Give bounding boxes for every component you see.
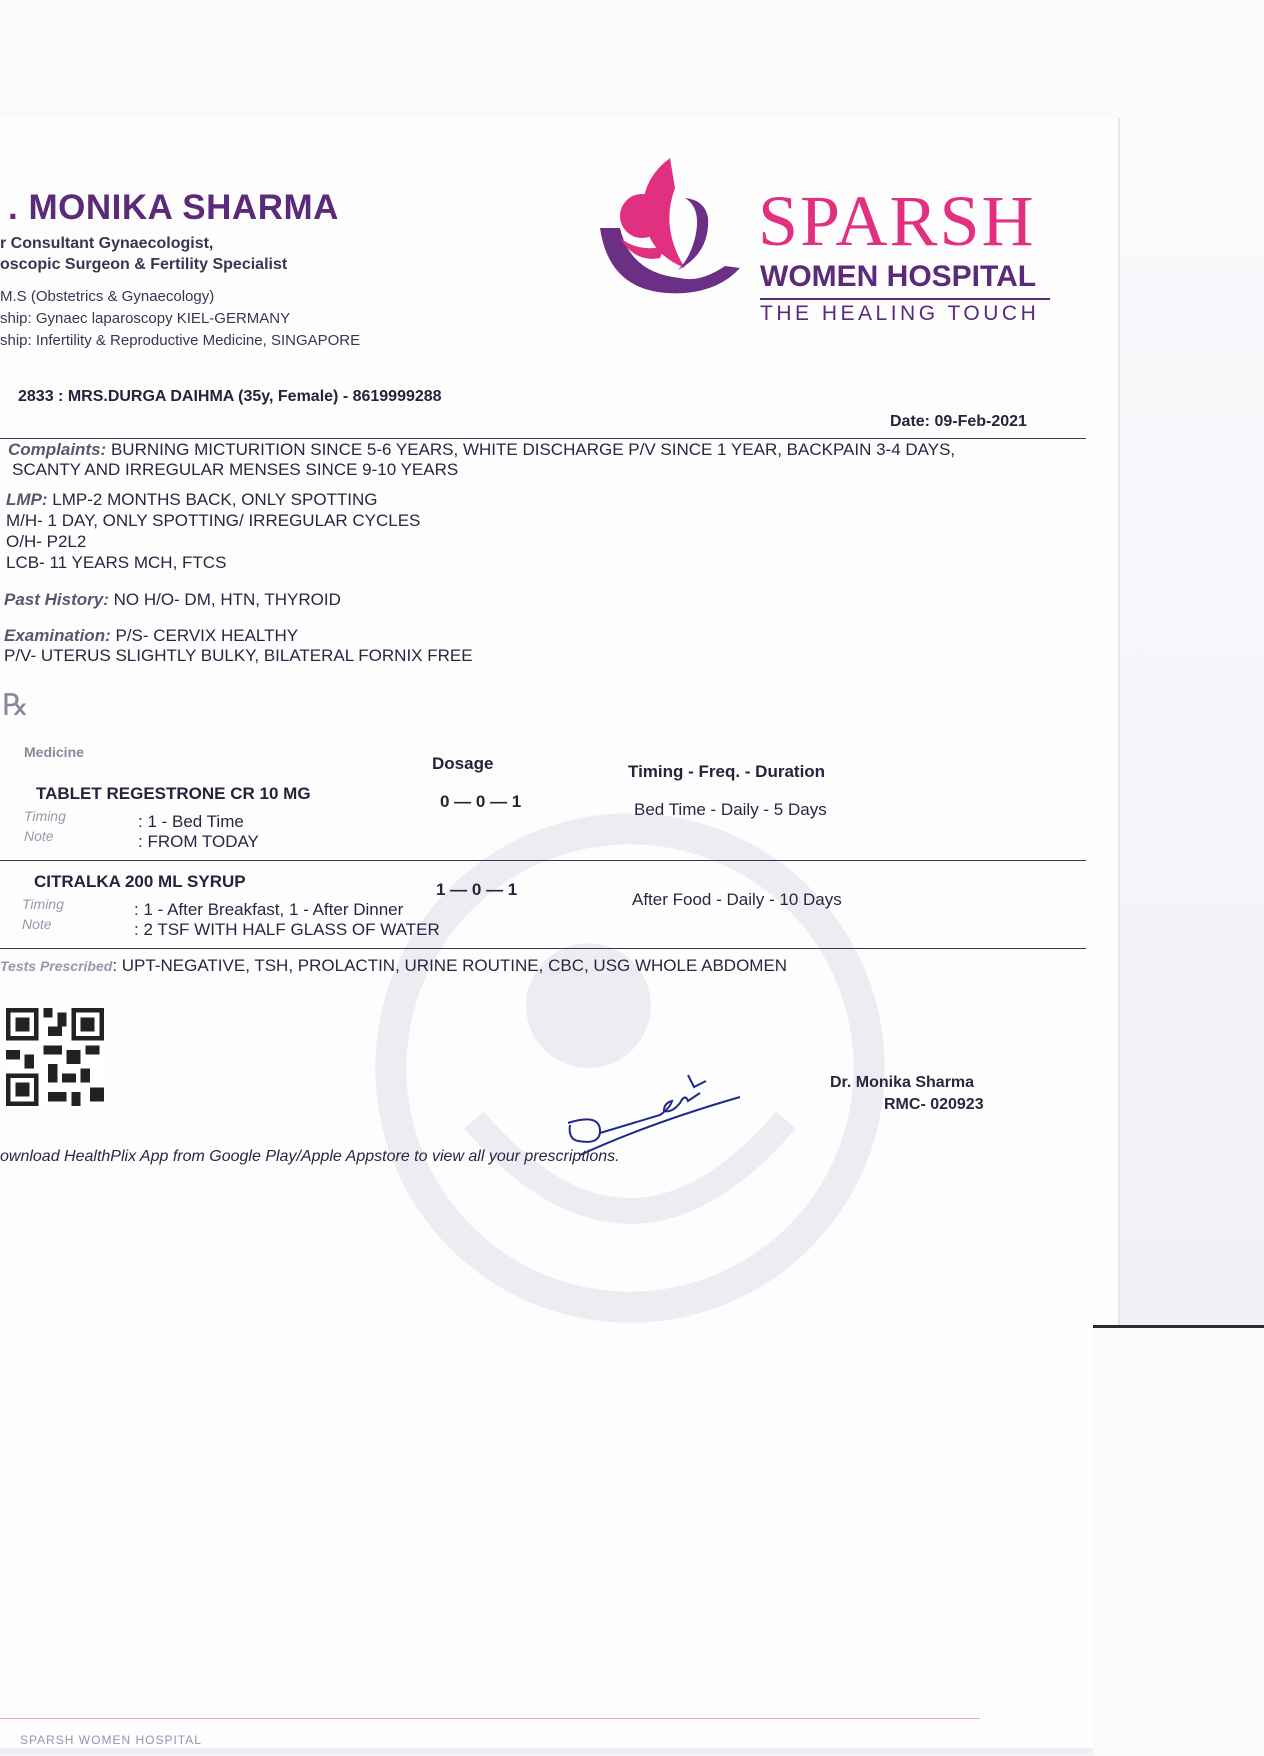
medicine-name: TABLET REGESTRONE CR 10 MG [36, 784, 311, 803]
examination-text-2: P/V- UTERUS SLIGHTLY BULKY, BILATERAL FORNIX FREE [4, 646, 473, 665]
hospital-brand: SPARSH [758, 181, 1036, 261]
brand-divider [760, 298, 1050, 300]
medicine-divider [0, 860, 1086, 861]
signature-icon [560, 1053, 750, 1163]
medicine-schedule: After Food - Daily - 10 Days [632, 890, 842, 909]
rx-icon: ℞ [2, 689, 29, 722]
hospital-tagline: THE HEALING TOUCH [760, 302, 1040, 325]
doctor-fellowship: ship: Gynaec laparoscopy KIEL-GERMANY [0, 310, 291, 327]
medicine-dosage: 0 — 0 — 1 [440, 792, 522, 811]
lmp-text: LMP-2 MONTHS BACK, ONLY SPOTTING [47, 490, 378, 509]
medicine-note: : FROM TODAY [138, 832, 259, 851]
prescription-sheet [0, 118, 1118, 1748]
doctor-specialty: oscopic Surgeon & Fertility Specialist [0, 256, 288, 273]
tests-line [0, 956, 787, 976]
note-label: Note [24, 828, 54, 844]
medicine-schedule: Bed Time - Daily - 5 Days [634, 800, 827, 819]
hospital-subtitle: WOMEN HOSPITAL [760, 260, 1037, 293]
footer-text: SPARSH WOMEN HOSPITAL [20, 1733, 202, 1747]
sparsh-logo-icon [590, 158, 750, 308]
examination-line [4, 626, 298, 646]
tests-list: : UPT-NEGATIVE, TSH, PROLACTIN, URINE ROUTINE, CBC, USG WHOLE ABDOMEN [112, 956, 788, 975]
signatory-name: Dr. Monika Sharma [830, 1074, 975, 1091]
complaints-text: BURNING MICTURITION SINCE 5-6 YEARS, WHITE DISCHARGE P/V SINCE 1 YEAR, BACKPAIN 3-4 DAYS, [106, 440, 956, 459]
lmp-line [6, 490, 378, 510]
patient-info: 2833 : MRS.DURGA DAIHMA (35y, Female) - 8619999288 [18, 388, 442, 405]
complaints-line [8, 440, 955, 460]
medicine-column-header: Medicine [24, 744, 84, 760]
signatory-registration: RMC- 020923 [884, 1096, 984, 1113]
medicine-name: CITRALKA 200 ML SYRUP [34, 872, 246, 891]
qr-code-icon [6, 1008, 104, 1106]
past-history-text: NO H/O- DM, HTN, THYROID [108, 590, 341, 609]
header-divider [0, 438, 1086, 439]
complaints-label: Complaints: [8, 440, 107, 459]
app-download-note: ownload HealthPlix App from Google Play/Apple Appstore to view all your prescriptions. [0, 1148, 620, 1165]
lmp-label: LMP: [6, 490, 48, 509]
scanner-edge [1093, 1325, 1264, 1756]
past-history-line [4, 590, 341, 610]
doctor-fellowship: ship: Infertility & Reproductive Medicine, SINGAPORE [0, 332, 361, 349]
examination-text: P/S- CERVIX HEALTHY [110, 626, 299, 645]
menstrual-history: M/H- 1 DAY, ONLY SPOTTING/ IRREGULAR CYCLES [6, 511, 421, 530]
medicine-timing: : 1 - Bed Time [138, 812, 244, 831]
past-history-label: Past History: [4, 590, 109, 609]
note-label: Note [22, 916, 52, 932]
timing-label: Timing [22, 896, 64, 912]
footer-divider [0, 1718, 980, 1719]
tests-label: Tests Prescribed [0, 958, 113, 974]
dosage-column-header: Dosage [432, 754, 494, 773]
prescription-date: Date: 09-Feb-2021 [890, 413, 1027, 430]
doctor-qualification: M.S (Obstetrics & Gynaecology) [0, 288, 215, 305]
last-childbirth: LCB- 11 YEARS MCH, FTCS [6, 553, 227, 572]
medicine-dosage: 1 — 0 — 1 [436, 880, 518, 899]
doctor-title: r Consultant Gynaecologist, [0, 235, 214, 252]
complaints-text-2: SCANTY AND IRREGULAR MENSES SINCE 9-10 YEARS [12, 460, 459, 479]
timing-column-header: Timing - Freq. - Duration [628, 762, 826, 781]
obstetric-history: O/H- P2L2 [6, 532, 87, 551]
medicine-note: : 2 TSF WITH HALF GLASS OF WATER [134, 920, 440, 939]
medicine-timing: : 1 - After Breakfast, 1 - After Dinner [134, 900, 404, 919]
medicine-divider [0, 948, 1086, 949]
timing-label: Timing [24, 808, 66, 824]
doctor-name: . MONIKA SHARMA [8, 188, 339, 227]
examination-label: Examination: [4, 626, 111, 645]
